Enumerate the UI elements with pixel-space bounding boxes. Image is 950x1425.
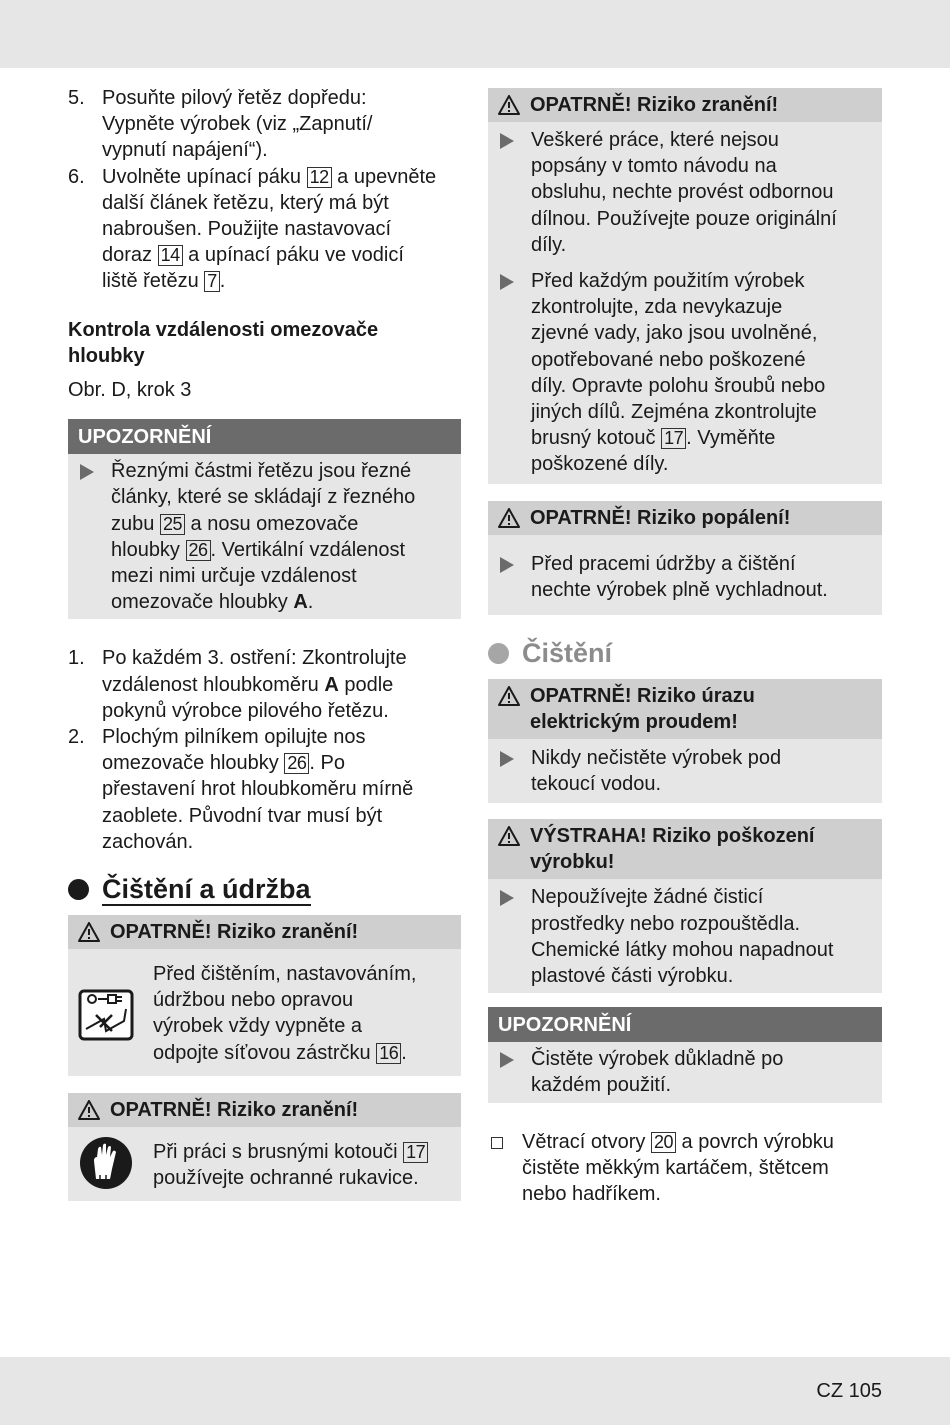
gloves-icon — [78, 1135, 134, 1191]
step-number: 6. — [68, 165, 85, 188]
step-number: 2. — [68, 726, 85, 749]
warning-box — [488, 819, 882, 993]
section-title-cleaning: Čištění — [488, 637, 882, 669]
caution-title: OPATRNĚ! Riziko zranění! — [488, 88, 882, 122]
caution-title: OPATRNĚ! Riziko úrazu elektrickým proudem! — [488, 679, 882, 739]
part-ref: 17 — [403, 1142, 428, 1163]
caution-bullet: Před pracemi údržby a čištění nechte výrobek plně vychladnout. — [488, 535, 882, 603]
step-line: Posuňte pilový řetěz dopředu: — [102, 87, 367, 109]
caution-title: OPATRNĚ! Riziko zranění! — [68, 1093, 461, 1127]
step-line: liště řetězu 7 . — [102, 270, 226, 293]
notice-bullet: Čistěte výrobek důkladně po každém použití. — [488, 1042, 882, 1098]
caution-bullet: Nikdy nečistěte výrobek pod tekoucí vodou. — [488, 739, 882, 797]
bottom-band — [0, 1357, 950, 1425]
step-line: Vypněte výrobek (viz „Zapnutí/ — [102, 113, 373, 136]
section-title-cleaning-maintenance: Čištění a údržba — [68, 873, 461, 905]
warning-triangle-icon — [78, 922, 100, 942]
figure-reference: Obr. D, krok 3 — [68, 379, 192, 402]
caution-text: Při práci s brusnými kotouči 17 používejte ochranné rukavice. — [68, 1127, 461, 1191]
warning-triangle-icon — [78, 1100, 100, 1120]
step-6 — [68, 164, 461, 295]
warning-bullet: Nepoužívejte žádné čisticí prostředky nebo rozpouštědla. Chemické látky mohou napadnout plastové části výrobku. — [488, 879, 882, 989]
step-number: 5. — [68, 87, 85, 109]
step-2: 2. Plochým pilníkem opilujte nos omezovače hloubky 26 . Po přestavení hrot hloubkoměru mírně zaoblete. Původní tvar musí být zachován. — [68, 726, 414, 853]
right-column — [488, 88, 882, 1207]
caution-box — [488, 88, 882, 484]
triangle-bullet-icon — [500, 1052, 514, 1068]
part-ref: 26 — [186, 540, 211, 561]
caution-box — [68, 915, 461, 1076]
warning-triangle-icon — [498, 95, 520, 115]
part-ref: 12 — [307, 167, 332, 188]
step-line: další článek řetězu, který má být — [102, 191, 389, 214]
part-ref: 20 — [651, 1132, 676, 1153]
notice-title: UPOZORNĚNÍ — [488, 1007, 882, 1042]
step-number: 1. — [68, 647, 85, 670]
left-column — [68, 85, 461, 1201]
triangle-bullet-icon — [500, 274, 514, 290]
triangle-bullet-icon — [500, 890, 514, 906]
triangle-bullet-icon — [500, 133, 514, 149]
notice-title: UPOZORNĚNÍ — [68, 419, 461, 454]
step-1: 1. Po každém 3. ostření: Zkontrolujte vzdálenost hloubkoměru A podle pokynů výrobce pilového řetězu. — [68, 647, 407, 722]
step-line: vypnutí napájení“). — [102, 139, 268, 162]
caution-title: OPATRNĚ! Riziko zranění! — [68, 915, 461, 949]
page-number: CZ 105 — [816, 1380, 882, 1402]
notice-box — [68, 419, 461, 619]
part-ref: 17 — [661, 428, 686, 449]
subsection-heading: Kontrola vzdálenosti omezovače hloubky — [68, 318, 379, 367]
caution-title: OPATRNĚ! Riziko popálení! — [488, 501, 882, 535]
checkbox-icon — [491, 1137, 503, 1149]
step-line: Uvolněte upínací páku 12 a upevněte — [102, 165, 437, 188]
warning-title: VÝSTRAHA! Riziko poškození výrobku! — [488, 819, 882, 879]
top-band — [0, 0, 950, 68]
list-item: Větrací otvory 20 a povrch výrobku čistěte měkkým kartáčem, štětcem nebo hadříkem. — [488, 1129, 882, 1208]
section-dot-icon — [68, 879, 89, 900]
caution-bullet: Veškeré práce, které nejsou popsány v tomto návodu na obsluhu, nechte provést odbornou dílnou. Používejte pouze originální díly. — [488, 122, 882, 258]
part-ref: 25 — [160, 514, 185, 535]
caution-bullet: Před každým použitím výrobek zkontrolujte, zda nevykazuje zjevné vady, jako jsou uvolněné, opotřebované nebo poškozené díly. Opravte polohu šroubů nebo jiných dílů. Zejména zkontrolujte brusný kotouč 17 . Vyměňte poškozené díly. — [488, 268, 882, 478]
step-line: doraz 14 a upínací páku ve vodicí — [102, 244, 404, 267]
step-5 — [68, 85, 461, 164]
warning-triangle-icon — [498, 686, 520, 706]
unplug-manual-icon — [78, 989, 134, 1041]
part-ref: 26 — [284, 753, 309, 774]
section-dot-icon — [488, 643, 509, 664]
triangle-bullet-icon — [80, 464, 94, 480]
warning-triangle-icon — [498, 508, 520, 528]
part-ref: 16 — [376, 1043, 401, 1064]
caution-box — [68, 1093, 461, 1201]
warning-triangle-icon — [498, 826, 520, 846]
caution-box — [488, 679, 882, 803]
notice-box — [488, 1007, 882, 1102]
caution-text: Před čištěním, nastavováním, údržbou nebo opravou výrobek vždy vypněte a odpojte síťovou zástrčku 16 . — [68, 949, 461, 1066]
triangle-bullet-icon — [500, 557, 514, 573]
step-line: nabroušen. Použijte nastavovací — [102, 218, 392, 241]
part-ref: 7 — [204, 271, 220, 292]
notice-bullet: Řeznými částmi řetězu jsou řezné články, které se skládají z řezného zubu 25 a nosu omezovače hloubky 26 . Vertikální vzdálenost mezi nimi určuje vzdálenost omezovače hloubky A. — [68, 454, 461, 615]
part-ref: 14 — [158, 245, 183, 266]
caution-box — [488, 501, 882, 615]
triangle-bullet-icon — [500, 751, 514, 767]
